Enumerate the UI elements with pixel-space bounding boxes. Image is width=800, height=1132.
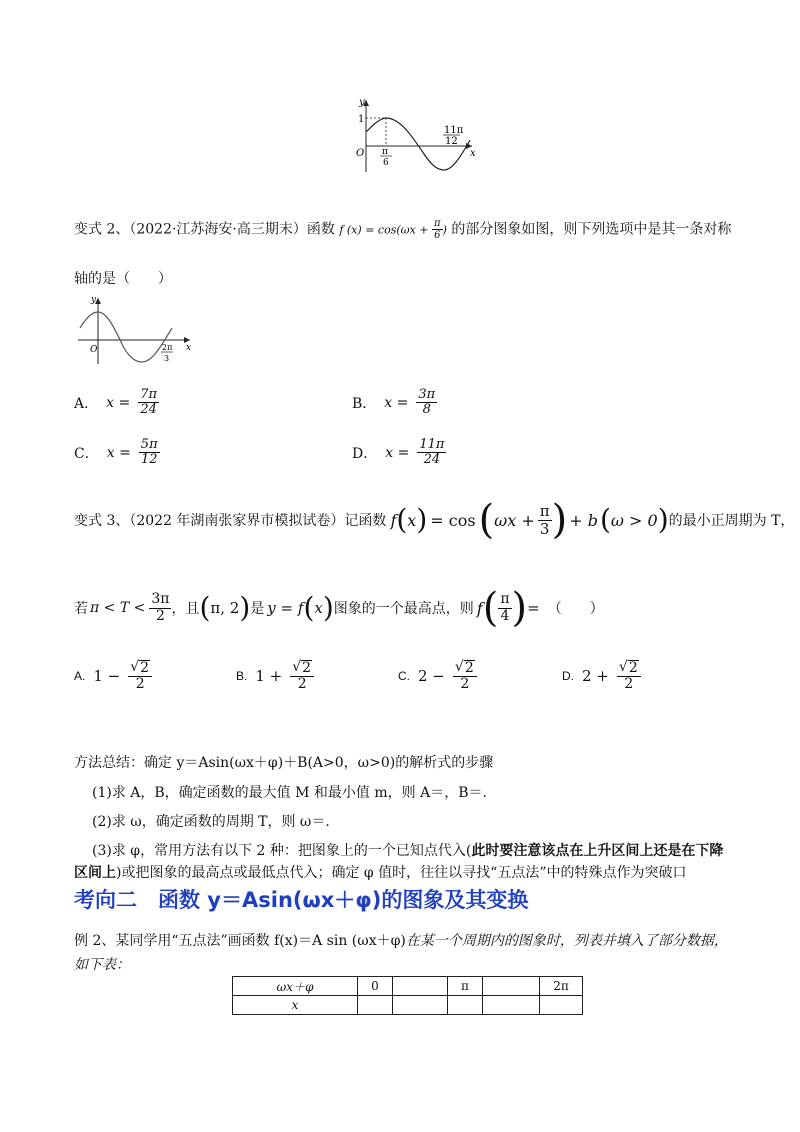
fig2-tick-num: 2π	[162, 343, 173, 352]
method-step3-line2	[74, 862, 686, 882]
table-row	[233, 996, 583, 1015]
variant3-mid: 图象的一个最高点，则	[333, 601, 474, 617]
variant2-func-frac	[432, 218, 443, 241]
variant3-fb: + b	[569, 510, 598, 530]
sqrt: √ 2	[130, 659, 150, 676]
table-cell: π	[448, 977, 483, 996]
option-lhs: x =	[385, 444, 410, 461]
paren: (	[478, 497, 495, 543]
option-letter: B.	[236, 669, 248, 684]
option-letter: D.	[562, 669, 574, 684]
paren: )	[511, 585, 528, 631]
variant2-func-num: π	[434, 218, 441, 229]
option-den: 2	[624, 676, 634, 693]
example2-line1	[74, 930, 728, 950]
variant3-l2f-num: π	[500, 591, 510, 608]
variant3-qie: ，且	[171, 601, 200, 617]
option-frac	[617, 660, 641, 693]
variant3-yfx: y = f	[267, 599, 304, 617]
variant3-l2-num: 3π	[151, 591, 170, 608]
method-title: 方法总结：确定 y＝Asin(ωx＋φ)＋B(A>0，ω>0)的解析式的步骤	[74, 755, 494, 771]
paren: )	[416, 503, 428, 536]
option-den: 24	[423, 452, 441, 468]
example2-line2: 如下表：	[74, 957, 130, 973]
paren: )	[657, 503, 669, 536]
variant3-ineq: π < T <	[90, 600, 146, 616]
variant3-shi: 是	[250, 601, 265, 617]
table-cell: 2π	[540, 977, 583, 996]
option-pre: 2 −	[418, 667, 445, 686]
variant2-func-left: f (x) = cos(ωx +	[339, 223, 433, 237]
table-cell: 0	[358, 977, 393, 996]
variant3-prefix: 变式 3、（2022 年湖南张家界市模拟试卷）记函数	[74, 513, 387, 529]
fig1-tick-den: 12	[445, 136, 458, 147]
option-frac	[139, 438, 160, 468]
option-pre: 1 −	[93, 667, 121, 686]
variant3-option-a[interactable]	[74, 660, 152, 693]
variant3-l2x: x	[314, 599, 323, 617]
variant3-l2f-den: 4	[500, 607, 510, 624]
option-pre: 2 +	[582, 667, 609, 686]
option-frac	[453, 660, 477, 693]
sqrt: √ 2	[618, 659, 638, 676]
fig1-pi6-den: 6	[383, 158, 389, 168]
fig1-x-label: x	[470, 148, 476, 159]
paren: )	[239, 591, 251, 624]
variant2-option-d[interactable]	[352, 438, 446, 468]
table-cell	[358, 996, 393, 1015]
variant3-l2-frac	[149, 592, 171, 624]
table-row	[233, 977, 583, 996]
section-2-heading: 考向二 函数 y＝Asin(ωx＋φ)的图象及其变换	[74, 888, 529, 912]
paren: )	[322, 591, 334, 624]
option-den: 24	[140, 402, 157, 418]
option-letter: D．	[352, 445, 378, 462]
method-step3-d: )或把图象的最高点或最低点代入；确定 φ 值时，往往以寻找“五点法”中的特殊点作为突破口	[116, 865, 687, 881]
table-cell	[483, 996, 540, 1015]
fig1-pi6-num: π	[382, 147, 388, 157]
variant3-option-c[interactable]	[398, 660, 477, 693]
variant2-line2: 轴的是（ ）	[74, 271, 172, 287]
variant2-func-right: )	[442, 223, 447, 237]
table-cell	[393, 977, 448, 996]
option-frac	[416, 388, 437, 418]
table-cell	[483, 977, 540, 996]
figure-2-graph	[74, 292, 196, 368]
option-rad: 2	[140, 660, 150, 676]
paren: (	[199, 591, 211, 624]
variant3-line2	[74, 585, 604, 631]
option-pre: 1 +	[255, 667, 283, 686]
option-rad: 2	[464, 660, 474, 676]
option-num: 5π	[140, 437, 158, 452]
variant3-point: π, 2	[210, 599, 240, 617]
table-cell	[540, 996, 583, 1015]
variant2-suffix: 的部分图象如图，则下列选项中是其一条对称	[451, 221, 732, 238]
variant3-fx: x	[407, 510, 417, 530]
option-letter: C.	[398, 669, 410, 684]
option-frac	[138, 388, 159, 418]
fig2-tick-den: 3	[164, 354, 170, 363]
variant2-option-b[interactable]	[352, 388, 437, 418]
example2-line1-b: 在某一个周期内的图象时，列表并填入了部分数据，	[405, 933, 728, 949]
variant3-f: f	[390, 510, 397, 530]
variant3-l2f-frac	[498, 592, 511, 624]
method-step3-b: 此时要注意该点在上升区间上还是在下降	[471, 843, 724, 859]
option-den: 2	[460, 676, 470, 693]
fig1-tick-num: 11π	[444, 125, 464, 136]
method-step3-a: (3)求 φ，常用方法有以下 2 种：把图象上的一个已知点代入(	[92, 843, 472, 859]
fig1-y-label: y	[359, 97, 365, 108]
option-frac	[290, 660, 314, 693]
variant3-blank: （ ）	[547, 601, 604, 617]
option-lhs: x =	[106, 394, 131, 411]
variant3-fcond: ω > 0	[610, 510, 658, 530]
variant2-option-a[interactable]	[74, 388, 159, 418]
option-rad: 2	[628, 660, 638, 676]
paren: (	[599, 503, 611, 536]
variant3-fden: 3	[539, 519, 550, 538]
method-step3-line1	[92, 840, 723, 860]
option-num: 11π	[419, 437, 445, 452]
option-letter: A.	[74, 669, 86, 684]
variant3-ruo: 若	[74, 601, 88, 617]
table-cell: x	[233, 996, 358, 1015]
option-letter: B．	[352, 395, 377, 412]
table-cell	[393, 996, 448, 1015]
five-point-table	[232, 976, 583, 1015]
variant2-line1	[74, 218, 731, 241]
fig2-x-label: x	[186, 343, 192, 353]
method-step3-c: 区间上	[74, 865, 116, 881]
variant3-option-d[interactable]	[562, 660, 641, 693]
option-den: 12	[140, 452, 158, 468]
variant2-option-c[interactable]	[74, 438, 160, 468]
table-cell: ωx＋φ	[233, 977, 358, 996]
variant3-l2f: f	[476, 598, 483, 618]
option-num: 3π	[418, 387, 436, 402]
variant3-feq: = cos	[430, 510, 476, 530]
method-step2: (2)求 ω，确定函数的周期 T，则 ω＝.	[92, 814, 330, 830]
variant3-fnum: π	[539, 502, 550, 520]
option-frac	[128, 660, 152, 693]
paren: (	[482, 585, 499, 631]
fig2-y-label: y	[91, 295, 97, 305]
fig2-origin: O	[90, 345, 98, 355]
variant2-func-den: 6	[434, 230, 441, 241]
paren: (	[396, 503, 408, 536]
sqrt: √ 2	[292, 659, 312, 676]
fig1-one-label: 1	[358, 114, 365, 125]
option-num: 7π	[140, 387, 158, 402]
paren: )	[551, 497, 568, 543]
option-den: 8	[422, 402, 431, 418]
option-lhs: x =	[384, 394, 409, 411]
method-step1: (1)求 A，B，确定函数的最大值 M 和最小值 m，则 A＝，B＝.	[92, 785, 487, 801]
variant3-fwx: ωx +	[494, 510, 535, 530]
example2-line1-a: 例 2、某同学用“五点法”画函数 f(x)＝A sin (ωx＋φ)	[74, 933, 406, 949]
table-cell	[448, 996, 483, 1015]
option-letter: A．	[74, 395, 99, 412]
option-rad: 2	[302, 660, 312, 676]
variant3-ffrac	[538, 503, 552, 537]
paren: (	[303, 591, 315, 624]
option-den: 2	[135, 676, 145, 693]
option-letter: C．	[74, 445, 99, 462]
option-den: 2	[297, 676, 307, 693]
variant3-end: =	[527, 599, 540, 617]
variant3-line1	[74, 497, 795, 543]
option-frac	[417, 438, 446, 468]
variant2-prefix: 变式 2、（2022·江苏海安·高三期末）函数	[74, 221, 335, 238]
figure-1-graph	[352, 96, 482, 176]
option-lhs: x =	[106, 444, 131, 461]
sqrt: √ 2	[454, 659, 474, 676]
variant3-suffix: 的最小正周期为 T，	[668, 513, 795, 529]
variant3-l2-den: 2	[155, 607, 165, 624]
variant3-option-b[interactable]	[236, 660, 314, 693]
fig1-origin: O	[356, 148, 365, 159]
